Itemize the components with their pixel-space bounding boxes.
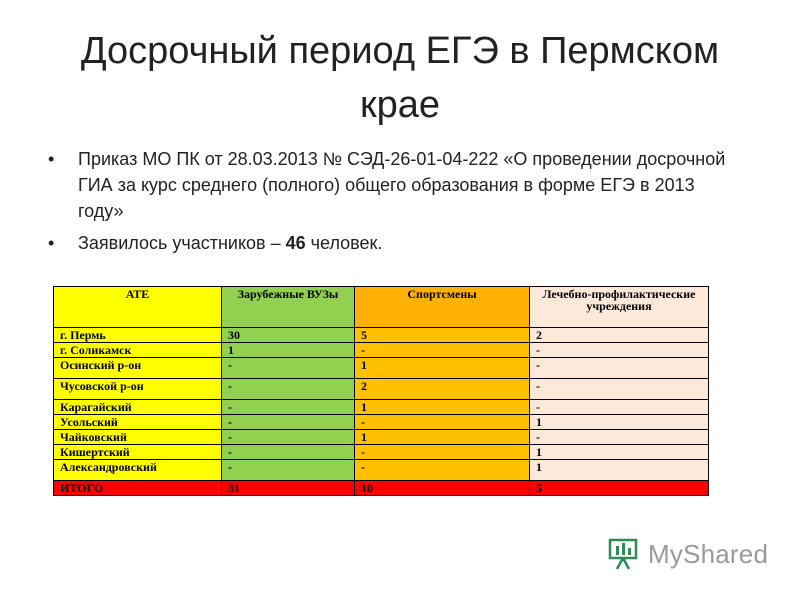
row-ate: Усольский bbox=[54, 415, 222, 430]
row-athletes: - bbox=[355, 343, 530, 358]
row-foreign: - bbox=[222, 400, 355, 415]
row-ate: г. Пермь bbox=[54, 328, 222, 343]
row-athletes: 5 bbox=[355, 328, 530, 343]
row-ate: Осинский р-он bbox=[54, 358, 222, 379]
table-header-row bbox=[54, 287, 709, 328]
row-foreign: 1 bbox=[222, 343, 355, 358]
row-foreign: - bbox=[222, 379, 355, 400]
table-row bbox=[54, 379, 709, 400]
participants-table bbox=[53, 286, 709, 496]
row-medical: 1 bbox=[530, 460, 709, 481]
row-ate: Карагайский bbox=[54, 400, 222, 415]
header-athletes: Спортсмены bbox=[355, 287, 530, 328]
row-athletes: 1 bbox=[355, 358, 530, 379]
row-foreign: 30 bbox=[222, 328, 355, 343]
bullet-participants bbox=[48, 230, 728, 256]
row-athletes: 2 bbox=[355, 379, 530, 400]
row-athletes: - bbox=[355, 460, 530, 481]
row-medical: - bbox=[530, 379, 709, 400]
bullet-order-text: Приказ МО ПК от 28.03.2013 № СЭД-26-01-04-222 «О проведении досрочной ГИА за курс среднего (полного) общего образования в форме ЕГЭ в 2013 году» bbox=[78, 149, 726, 221]
row-foreign: - bbox=[222, 430, 355, 445]
row-athletes: 1 bbox=[355, 430, 530, 445]
bullet-list bbox=[48, 146, 728, 262]
participants-suffix: человек. bbox=[305, 233, 383, 253]
table-row bbox=[54, 415, 709, 430]
participants-count: 46 bbox=[285, 233, 306, 253]
row-medical: 1 bbox=[530, 415, 709, 430]
total-medical: 5 bbox=[530, 481, 709, 496]
table-row bbox=[54, 343, 709, 358]
row-athletes: - bbox=[355, 445, 530, 460]
header-ate: АТЕ bbox=[54, 287, 222, 328]
row-ate: г. Соликамск bbox=[54, 343, 222, 358]
total-foreign: 31 bbox=[222, 481, 355, 496]
row-ate: Чайковский bbox=[54, 430, 222, 445]
row-foreign: - bbox=[222, 445, 355, 460]
table-total-row bbox=[54, 481, 709, 496]
bullet-dot-icon: • bbox=[48, 149, 55, 169]
total-athletes: 10 bbox=[355, 481, 530, 496]
row-ate: Кишертский bbox=[54, 445, 222, 460]
table-row bbox=[54, 445, 709, 460]
header-medical: Лечебно-профилактические учреждения bbox=[530, 287, 709, 328]
slide-title: Досрочный период ЕГЭ в Пермском крае bbox=[80, 30, 720, 126]
row-medical: 1 bbox=[530, 445, 709, 460]
row-athletes: - bbox=[355, 415, 530, 430]
row-foreign: - bbox=[222, 460, 355, 481]
table-row bbox=[54, 400, 709, 415]
presentation-board-icon bbox=[606, 536, 642, 572]
row-medical: - bbox=[530, 400, 709, 415]
bullet-dot-icon: • bbox=[48, 233, 55, 253]
total-label: ИТОГО bbox=[54, 481, 222, 496]
table-row bbox=[54, 430, 709, 445]
participants-prefix: Заявилось участников – bbox=[78, 233, 286, 253]
row-medical: - bbox=[530, 358, 709, 379]
row-ate: Александровский bbox=[54, 460, 222, 481]
table-row bbox=[54, 460, 709, 481]
watermark bbox=[606, 536, 776, 572]
row-foreign: - bbox=[222, 415, 355, 430]
watermark-text: MyShared bbox=[648, 539, 769, 569]
row-medical: - bbox=[530, 343, 709, 358]
row-foreign: - bbox=[222, 358, 355, 379]
bullet-order bbox=[48, 146, 728, 224]
table-row bbox=[54, 328, 709, 343]
row-athletes: 1 bbox=[355, 400, 530, 415]
row-medical: - bbox=[530, 430, 709, 445]
header-foreign-universities: Зарубежные ВУЗы bbox=[222, 287, 355, 328]
table-row bbox=[54, 358, 709, 379]
row-medical: 2 bbox=[530, 328, 709, 343]
row-ate: Чусовской р-он bbox=[54, 379, 222, 400]
